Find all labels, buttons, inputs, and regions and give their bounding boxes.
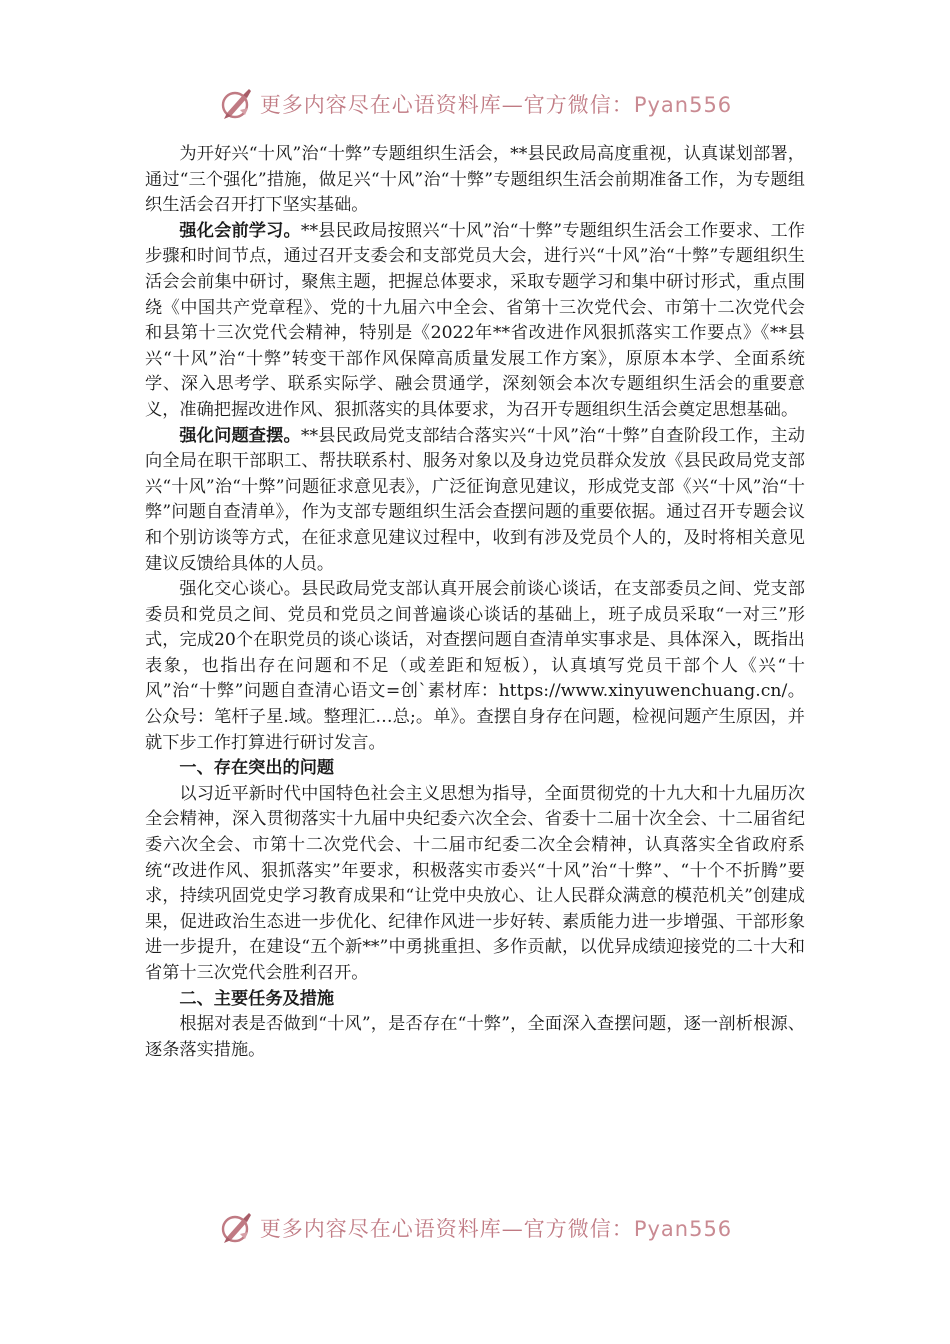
wechat-id: Pyan556 xyxy=(633,1217,733,1241)
check-body: **县民政局党支部结合落实兴“十风”治“十弊”自查阶段工作，主动向全局在职干部职工、帮扶联系村、服务对象以及身边党员群众发放《县民政局党支部兴“十风”治“十弊”问题征求意见表》，广泛征询意见建议，形成党支部《兴“十风”治“十弊”问题自查清单》，作为支部专题组织生活会查摆问题的重要依据。通过召开专题会议和个别访谈等方式，在征求意见建议过程中，收到有涉及党员个人的，及时将相关意见建议反馈给具体的人员。 xyxy=(145,425,805,574)
check-lead: 强化问题查摆。 xyxy=(179,425,301,446)
section-heading-tasks: 二、主要任务及措施 xyxy=(179,988,335,1009)
pen-nib-logo-icon xyxy=(218,1210,254,1246)
section-heading-problems: 一、存在突出的问题 xyxy=(179,758,335,779)
intro-paragraph: 为开好兴“十风”治“十弊”专题组织生活会，**县民政局高度重视，认真谋划部署，通过“三个强化”措施，做足兴“十风”治“十弊”专题组织生活会前期准备工作，为专题组织生活会召开打下坚实基础。 xyxy=(145,144,805,216)
check-paragraph xyxy=(145,424,805,578)
header-watermark-banner xyxy=(0,84,950,124)
document-body xyxy=(145,142,805,1063)
watermark-text: 更多内容尽在心语资料库—官方微信：Pyan556 xyxy=(259,1217,733,1241)
study-lead: 强化会前学习。 xyxy=(179,220,301,241)
pen-nib-logo-icon xyxy=(218,86,254,122)
talk-paragraph: 强化交心谈心。县民政局党支部认真开展会前谈心谈话，在支部委员之间、党支部委员和党员之间、党员和党员之间普遍谈心谈话的基础上，班子成员采取“一对三”形式，完成20个在职党员的谈心谈话，对查摆问题自查清单实事求是、具体深入，既指出表象，也指出存在问题和不足（或差距和短板），认真填写党员干部个人《兴“十风”治“十弊”问题自查清心语文=创`素材库：https://www.xinyuwenchuang.cn/。公众号：笔杆子星.域。整理汇…总;。单》。查摆自身存在问题，检视问题产生原因，并就下步工作打算进行研讨发言。 xyxy=(145,579,805,753)
watermark-text: 更多内容尽在心语资料库—官方微信：Pyan556 xyxy=(259,93,733,117)
tasks-paragraph: 根据对表是否做到“十风”，是否存在“十弊”，全面深入查摆问题，逐一剖析根源、逐条落实措施。 xyxy=(145,1014,805,1060)
wechat-id: Pyan556 xyxy=(633,93,733,117)
footer-watermark-banner xyxy=(0,1208,950,1248)
study-paragraph xyxy=(145,219,805,424)
study-body: **县民政局按照兴“十风”治“十弊”专题组织生活会工作要求、工作步骤和时间节点，通过召开支委会和支部党员大会，进行兴“十风”治“十弊”专题组织生活会会前集中研讨，聚焦主题，把握总体要求，采取专题学习和集中研讨形式，重点围绕《中国共产党章程》、党的十九届六中全会、省第十三次党代会、市第十二次党代会和县第十三次党代会精神，特别是《2022年**省改进作风狠抓落实工作要点》《**县兴“十风”治“十弊”转变干部作风保障高质量发展工作方案》，原原本本学、全面系统学、深入思考学、联系实际学、融会贯通学，深刻领会本次专题组织生活会的重要意义，准确把握改进作风、狠抓落实的具体要求，为召开专题组织生活会奠定思想基础。 xyxy=(145,220,805,420)
problems-paragraph: 以习近平新时代中国特色社会主义思想为指导，全面贯彻党的十九大和十九届历次全会精神，深入贯彻落实十九届中央纪委六次全会、省委十二届十次全会、十二届省纪委六次全会、市第十二次党代会、十二届市纪委二次全会精神，认真落实全省政府系统“改进作风、狠抓落实”年要求，积极落实市委兴“十风”治“十弊”、“十个不折腾”要求，持续巩固党史学习教育成果和“让党中央放心、让人民群众满意的模范机关”创建成果，促进政治生态进一步优化、纪律作风进一步好转、素质能力进一步增强、干部形象进一步提升，在建设“五个新**”中勇挑重担、多作贡献，以优异成绩迎接党的二十大和省第十三次党代会胜利召开。 xyxy=(145,783,805,983)
